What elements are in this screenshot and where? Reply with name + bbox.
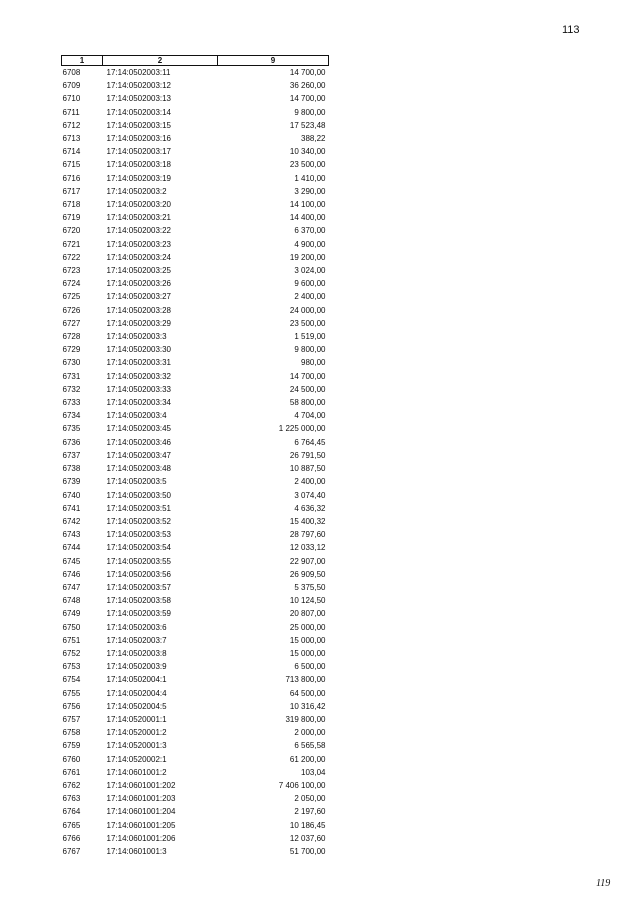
table-row (62, 581, 329, 594)
value-amount: 5 375,50 (294, 582, 326, 592)
value-amount: 4 636,32 (294, 503, 326, 513)
value-amount: 15 000,00 (289, 648, 326, 658)
cadastral-number: 17:14:0502003:24 (106, 252, 172, 262)
cadastral-number: 17:14:0502003:18 (106, 160, 172, 170)
value-amount: 6 500,00 (294, 662, 326, 672)
table-body (62, 66, 329, 859)
cadastral-number: 17:14:0520001:2 (106, 728, 167, 738)
cadastral-number: 17:14:0502003:32 (106, 371, 172, 381)
table-row (62, 251, 329, 264)
table-row (62, 290, 329, 303)
value-amount: 25 000,00 (289, 622, 326, 632)
row-number: 6734 (62, 411, 81, 421)
table-row (62, 502, 329, 515)
row-number: 6767 (62, 846, 81, 856)
row-number: 6758 (62, 728, 81, 738)
table-row (62, 198, 329, 211)
table-row (62, 317, 329, 330)
row-number: 6748 (62, 596, 81, 606)
value-amount: 1 410,00 (294, 173, 326, 183)
value-amount: 10 186,45 (289, 820, 326, 830)
table-row (62, 607, 329, 620)
cadastral-number: 17:14:0502003:27 (106, 292, 172, 302)
cadastral-number: 17:14:0502003:5 (106, 477, 167, 487)
value-amount: 36 260,00 (289, 81, 326, 91)
value-amount: 4 900,00 (294, 239, 326, 249)
value-amount: 2 400,00 (294, 477, 326, 487)
table-row (62, 330, 329, 343)
table-row (62, 555, 329, 568)
value-amount: 4 704,00 (294, 411, 326, 421)
value-amount: 14 700,00 (289, 371, 326, 381)
row-number: 6761 (62, 767, 81, 777)
row-number: 6719 (62, 213, 81, 223)
table-row (62, 449, 329, 462)
table-row (62, 396, 329, 409)
cadastral-number: 17:14:0502004:4 (106, 688, 167, 698)
row-number: 6717 (62, 186, 81, 196)
value-amount: 26 791,50 (289, 450, 326, 460)
value-amount: 3 074,40 (294, 490, 326, 500)
cadastral-number: 17:14:0601001:3 (106, 846, 167, 856)
table-row (62, 779, 329, 792)
row-number: 6765 (62, 820, 81, 830)
cadastral-number: 17:14:0502003:16 (106, 134, 172, 144)
value-amount: 3 024,00 (294, 266, 326, 276)
row-number: 6711 (62, 107, 80, 117)
table-row (62, 158, 329, 171)
cadastral-number: 17:14:0502003:47 (106, 450, 172, 460)
cadastral-number: 17:14:0502003:34 (106, 398, 172, 408)
row-number: 6727 (62, 318, 81, 328)
cadastral-number: 17:14:0502003:54 (106, 543, 172, 553)
table-row (62, 422, 329, 435)
row-number: 6709 (62, 81, 81, 91)
row-number: 6720 (62, 226, 81, 236)
value-amount: 2 000,00 (294, 728, 326, 738)
table-row (62, 356, 329, 369)
row-number: 6730 (62, 358, 81, 368)
value-amount: 14 100,00 (289, 200, 326, 210)
cadastral-number: 17:14:0502004:5 (106, 701, 167, 711)
value-amount: 1 519,00 (294, 332, 326, 342)
cadastral-number: 17:14:0502003:8 (106, 648, 167, 658)
cadastral-number: 17:14:0502004:1 (106, 675, 167, 685)
table-row (62, 594, 329, 607)
cadastral-number: 17:14:0502003:23 (106, 239, 172, 249)
cadastral-number: 17:14:0502003:15 (106, 120, 172, 130)
cadastral-number: 17:14:0502003:7 (106, 635, 167, 645)
value-amount: 10 340,00 (289, 147, 326, 157)
cadastral-number: 17:14:0502003:11 (106, 68, 171, 77)
cadastral-number: 17:14:0502003:2 (106, 186, 167, 196)
value-amount: 22 907,00 (289, 556, 326, 566)
table-row (62, 92, 329, 105)
table-row (62, 224, 329, 237)
row-number: 6763 (62, 794, 81, 804)
value-amount: 24 500,00 (289, 384, 326, 394)
table-row (62, 819, 329, 832)
cadastral-number: 17:14:0502003:46 (106, 437, 172, 447)
row-number: 6739 (62, 477, 81, 487)
row-number: 6742 (62, 516, 81, 526)
cadastral-number: 17:14:0601001:2 (106, 767, 167, 777)
table-row (62, 660, 329, 673)
table-row (62, 409, 329, 422)
value-amount: 9 600,00 (294, 279, 326, 289)
table-row (62, 277, 329, 290)
value-amount: 14 400,00 (289, 213, 326, 223)
row-number: 6714 (62, 147, 81, 157)
row-number: 6743 (62, 530, 81, 540)
row-number: 6733 (62, 398, 81, 408)
cadastral-number: 17:14:0502003:45 (106, 424, 172, 434)
cadastral-number: 17:14:0502003:29 (106, 318, 172, 328)
cadastral-number: 17:14:0520001:1 (106, 714, 167, 724)
value-amount: 7 406 100,00 (278, 780, 326, 790)
value-amount: 3 290,00 (294, 186, 326, 196)
cadastral-number: 17:14:0502003:3 (106, 332, 167, 342)
cadastral-number: 17:14:0601001:205 (106, 820, 176, 830)
cadastral-number: 17:14:0601001:203 (106, 794, 176, 804)
cadastral-number: 17:14:0502003:50 (106, 490, 172, 500)
cadastral-number: 17:14:0502003:59 (106, 609, 172, 619)
page-number: 113 (562, 24, 580, 36)
row-number: 6746 (62, 569, 81, 579)
value-amount: 28 797,60 (289, 530, 326, 540)
cadastral-number: 17:14:0502003:17 (106, 147, 172, 157)
row-number: 6766 (62, 833, 81, 843)
row-number: 6716 (62, 173, 81, 183)
value-amount: 14 700,00 (289, 68, 326, 77)
table-row (62, 66, 329, 80)
row-number: 6753 (62, 662, 81, 672)
header-col-9: 9 (218, 56, 329, 66)
row-number: 6732 (62, 384, 81, 394)
value-amount: 1 225 000,00 (278, 424, 326, 434)
value-amount: 2 400,00 (294, 292, 326, 302)
table-row (62, 489, 329, 502)
data-table (61, 55, 329, 858)
cadastral-number: 17:14:0502003:22 (106, 226, 172, 236)
row-number: 6729 (62, 345, 81, 355)
table-row (62, 673, 329, 686)
cadastral-number: 17:14:0520002:1 (106, 754, 167, 764)
value-amount: 103,04 (301, 767, 326, 777)
cadastral-number: 17:14:0502003:19 (106, 173, 172, 183)
cadastral-number: 17:14:0520001:3 (106, 741, 167, 751)
cadastral-number: 17:14:0502003:20 (106, 200, 172, 210)
table-row (62, 766, 329, 779)
cadastral-number: 17:14:0601001:206 (106, 833, 176, 843)
cadastral-number: 17:14:0601001:202 (106, 780, 176, 790)
cadastral-number: 17:14:0502003:4 (106, 411, 167, 421)
value-amount: 23 500,00 (289, 160, 326, 170)
cadastral-number: 17:14:0502003:57 (106, 582, 172, 592)
table-row (62, 79, 329, 92)
value-amount: 980,00 (301, 358, 326, 368)
table-row (62, 700, 329, 713)
value-amount: 9 800,00 (294, 107, 326, 117)
row-number: 6747 (62, 582, 81, 592)
row-number: 6756 (62, 701, 81, 711)
row-number: 6744 (62, 543, 81, 553)
cadastral-number: 17:14:0502003:25 (106, 266, 172, 276)
table-row (62, 634, 329, 647)
table-row (62, 515, 329, 528)
row-number: 6726 (62, 305, 81, 315)
row-number: 6718 (62, 200, 81, 210)
row-number: 6736 (62, 437, 81, 447)
row-number: 6760 (62, 754, 81, 764)
cadastral-number: 17:14:0502003:51 (106, 503, 172, 513)
value-amount: 2 197,60 (294, 807, 326, 817)
row-number: 6724 (62, 279, 81, 289)
value-amount: 24 000,00 (289, 305, 326, 315)
row-number: 6745 (62, 556, 81, 566)
row-number: 6721 (62, 239, 81, 249)
value-amount: 15 400,32 (289, 516, 326, 526)
table-row (62, 343, 329, 356)
row-number: 6728 (62, 332, 81, 342)
value-amount: 10 124,50 (289, 596, 326, 606)
table-row (62, 621, 329, 634)
value-amount: 15 000,00 (289, 635, 326, 645)
cadastral-number: 17:14:0502003:12 (106, 81, 172, 91)
row-number: 6725 (62, 292, 81, 302)
row-number: 6731 (62, 371, 81, 381)
cadastral-number: 17:14:0502003:33 (106, 384, 172, 394)
row-number: 6749 (62, 609, 81, 619)
table-header (62, 56, 329, 66)
row-number: 6715 (62, 160, 81, 170)
table-row (62, 106, 329, 119)
cadastral-number: 17:14:0502003:53 (106, 530, 172, 540)
cadastral-number: 17:14:0502003:48 (106, 464, 172, 474)
table-row (62, 172, 329, 185)
table-row (62, 185, 329, 198)
row-number: 6759 (62, 741, 81, 751)
value-amount: 23 500,00 (289, 318, 326, 328)
value-amount: 713 800,00 (285, 675, 326, 685)
cadastral-number: 17:14:0502003:13 (106, 94, 172, 104)
cadastral-number: 17:14:0502003:55 (106, 556, 172, 566)
row-number: 6723 (62, 266, 81, 276)
value-amount: 6 764,45 (294, 437, 326, 447)
value-amount: 14 700,00 (289, 94, 326, 104)
handwritten-page-mark: 119 (596, 878, 611, 889)
header-col-1: 1 (62, 56, 103, 66)
value-amount: 6 370,00 (294, 226, 326, 236)
table-row (62, 264, 329, 277)
table-row (62, 792, 329, 805)
table-row (62, 753, 329, 766)
table-row (62, 805, 329, 818)
table-row (62, 383, 329, 396)
cadastral-number: 17:14:0601001:204 (106, 807, 176, 817)
value-amount: 388,22 (301, 134, 326, 144)
value-amount: 17 523,48 (289, 120, 326, 130)
value-amount: 9 800,00 (294, 345, 326, 355)
row-number: 6751 (62, 635, 81, 645)
table-row (62, 436, 329, 449)
table-row (62, 145, 329, 158)
row-number: 6764 (62, 807, 81, 817)
table-row (62, 370, 329, 383)
value-amount: 26 909,50 (289, 569, 326, 579)
table-row (62, 739, 329, 752)
row-number: 6735 (62, 424, 81, 434)
row-number: 6757 (62, 714, 81, 724)
cadastral-number: 17:14:0502003:28 (106, 305, 172, 315)
row-number: 6737 (62, 450, 81, 460)
value-amount: 20 807,00 (289, 609, 326, 619)
cadastral-number: 17:14:0502003:26 (106, 279, 172, 289)
cadastral-number: 17:14:0502003:58 (106, 596, 172, 606)
table-row (62, 528, 329, 541)
table-row (62, 119, 329, 132)
cadastral-number: 17:14:0502003:6 (106, 622, 167, 632)
table-row (62, 845, 329, 858)
table-row (62, 132, 329, 145)
row-number: 6750 (62, 622, 81, 632)
value-amount: 12 037,60 (289, 833, 326, 843)
table-row (62, 713, 329, 726)
cadastral-number: 17:14:0502003:31 (106, 358, 172, 368)
table-row (62, 475, 329, 488)
table-row (62, 541, 329, 554)
value-amount: 61 200,00 (289, 754, 326, 764)
table-row (62, 211, 329, 224)
value-amount: 2 050,00 (294, 794, 326, 804)
table-row (62, 304, 329, 317)
value-amount: 19 200,00 (289, 252, 326, 262)
row-number: 6710 (62, 94, 81, 104)
header-row (62, 56, 329, 66)
row-number: 6741 (62, 503, 81, 513)
cadastral-number: 17:14:0502003:14 (106, 107, 172, 117)
row-number: 6754 (62, 675, 81, 685)
value-amount: 51 700,00 (289, 846, 326, 856)
table-row (62, 832, 329, 845)
table-row (62, 726, 329, 739)
cadastral-number: 17:14:0502003:56 (106, 569, 172, 579)
row-number: 6712 (62, 120, 81, 130)
value-amount: 64 500,00 (289, 688, 326, 698)
cadastral-number: 17:14:0502003:9 (106, 662, 167, 672)
table-row (62, 238, 329, 251)
row-number: 6762 (62, 780, 81, 790)
value-amount: 10 316,42 (289, 701, 326, 711)
value-amount: 58 800,00 (289, 398, 326, 408)
row-number: 6722 (62, 252, 81, 262)
row-number: 6755 (62, 688, 81, 698)
table-row (62, 687, 329, 700)
cadastral-number: 17:14:0502003:21 (106, 213, 172, 223)
row-number: 6752 (62, 648, 81, 658)
header-col-2: 2 (103, 56, 218, 66)
value-amount: 319 800,00 (285, 714, 326, 724)
cadastral-number: 17:14:0502003:52 (106, 516, 172, 526)
value-amount: 12 033,12 (289, 543, 326, 553)
row-number: 6708 (62, 68, 81, 77)
table-row (62, 647, 329, 660)
table-row (62, 462, 329, 475)
row-number: 6740 (62, 490, 81, 500)
value-amount: 10 887,50 (289, 464, 326, 474)
row-number: 6713 (62, 134, 81, 144)
value-amount: 6 565,58 (294, 741, 326, 751)
cadastral-number: 17:14:0502003:30 (106, 345, 172, 355)
table-row (62, 568, 329, 581)
row-number: 6738 (62, 464, 81, 474)
